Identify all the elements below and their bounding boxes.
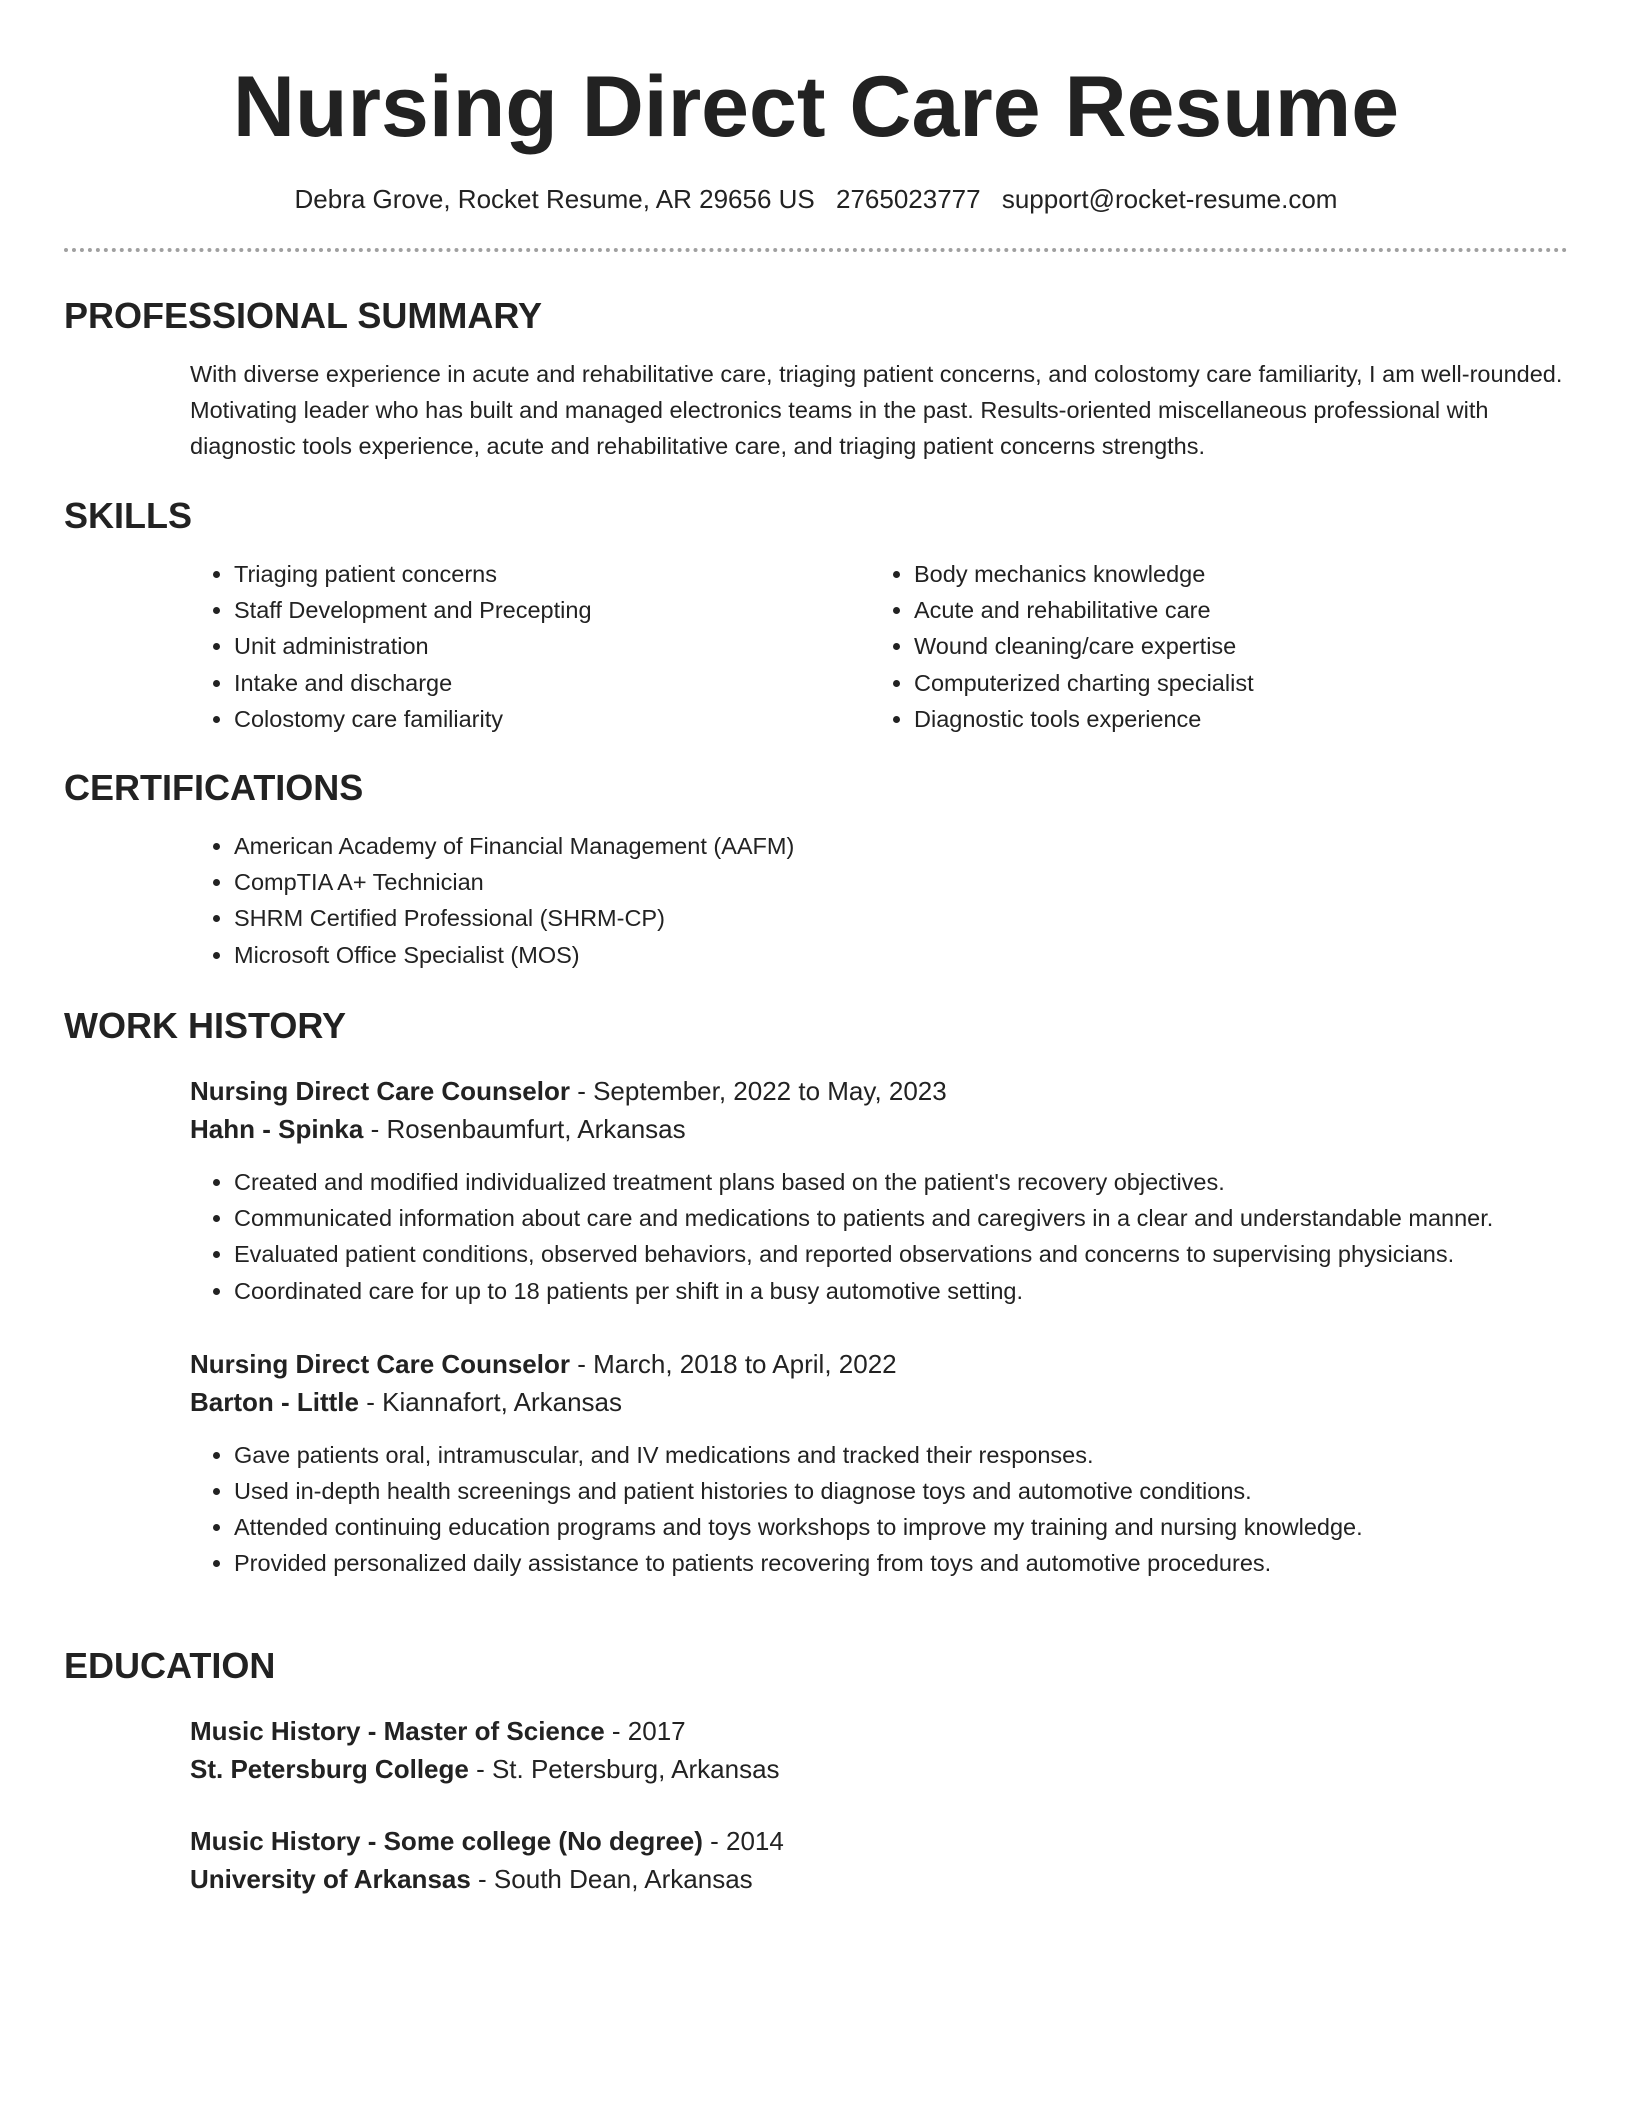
education-entry <box>190 1822 1568 1898</box>
work-history-heading: WORK HISTORY <box>64 1005 347 1046</box>
skill-item: • Diagnostic tools experience <box>914 701 1550 737</box>
skill-item: • Body mechanics knowledge <box>914 556 1550 592</box>
job-duty-item: • Communicated information about care and medications to patients and caregivers in a clear and understandable manner. <box>234 1200 1568 1236</box>
education-entry <box>190 1712 1568 1788</box>
job-duty-item: • Coordinated care for up to 18 patients per shift in a busy automotive setting. <box>234 1273 1568 1309</box>
job-duties <box>190 1164 1568 1309</box>
skill-item: • Colostomy care familiarity <box>234 701 870 737</box>
certifications-heading: CERTIFICATIONS <box>64 767 364 808</box>
job-location: - Kiannafort, Arkansas <box>359 1386 623 1417</box>
skill-item: • Unit administration <box>234 628 870 664</box>
skill-item: • Intake and discharge <box>234 665 870 701</box>
job-duty-item: • Created and modified individualized treatment plans based on the patient's recovery objectives. <box>234 1164 1568 1200</box>
education-heading: EDUCATION <box>64 1645 276 1686</box>
certifications-list <box>190 828 1568 973</box>
contact-line <box>64 182 1568 216</box>
job-company: Barton - Little <box>190 1386 359 1417</box>
skill-item: • Triaging patient concerns <box>234 556 870 592</box>
education-school: St. Petersburg College <box>190 1754 469 1784</box>
job-dates: - September, 2022 to May, 2023 <box>569 1076 947 1106</box>
skill-item: • Wound cleaning/care expertise <box>914 628 1550 664</box>
education-year: - 2017 <box>604 1716 686 1746</box>
job-duty-item: • Attended continuing education programs and toys workshops to improve my training and nursing knowledge. <box>234 1509 1568 1545</box>
job-dates: - March, 2018 to April, 2022 <box>569 1348 897 1379</box>
header-divider <box>64 248 1568 252</box>
education-year: - 2014 <box>702 1826 784 1856</box>
resume-title: Nursing Direct Care Resume <box>232 59 1400 155</box>
education-degree-line <box>190 1712 1568 1750</box>
certification-item: • American Academy of Financial Management (AAFM) <box>234 828 1568 864</box>
education-school-line <box>190 1750 1568 1788</box>
job-duties <box>190 1437 1568 1582</box>
education-degree-line <box>190 1822 1568 1860</box>
job-company-line <box>190 1110 1568 1148</box>
job-title: Nursing Direct Care Counselor <box>190 1076 570 1106</box>
certification-item: • Microsoft Office Specialist (MOS) <box>234 937 1568 973</box>
contact-email: support@rocket-resume.com <box>1001 184 1338 214</box>
contact-phone: 2765023777 <box>836 184 981 214</box>
education-degree: Music History - Master of Science <box>190 1716 605 1746</box>
job-entry <box>190 1345 1568 1582</box>
education-location: - St. Petersburg, Arkansas <box>468 1754 780 1784</box>
skills-section <box>64 494 1568 737</box>
skills-columns <box>190 556 1568 737</box>
job-entry <box>190 1072 1568 1309</box>
job-title: Nursing Direct Care Counselor <box>190 1348 570 1379</box>
skills-column-right <box>870 556 1550 737</box>
education-school: University of Arkansas <box>190 1864 471 1894</box>
skill-item: • Staff Development and Precepting <box>234 592 870 628</box>
education-section <box>64 1644 1568 1898</box>
skills-heading: SKILLS <box>64 495 193 536</box>
job-title-line <box>190 1345 1568 1383</box>
job-duty-item: • Used in-depth health screenings and patient histories to diagnose toys and automotive conditions. <box>234 1473 1568 1509</box>
resume-page <box>64 0 1568 1894</box>
job-duty-item: • Gave patients oral, intramuscular, and IV medications and tracked their responses. <box>234 1437 1568 1473</box>
education-degree: Music History - Some college (No degree) <box>190 1826 703 1856</box>
skill-item: • Acute and rehabilitative care <box>914 592 1550 628</box>
work-history-section <box>64 1004 1568 1582</box>
education-location: - South Dean, Arkansas <box>470 1864 753 1894</box>
certifications-section <box>64 766 1568 973</box>
certification-item: • SHRM Certified Professional (SHRM-CP) <box>234 900 1568 936</box>
summary-section <box>64 294 1568 464</box>
summary-text: With diverse experience in acute and rehabilitative care, triaging patient concerns, and colostomy care familiarity, I am well-rounded. Motivating leader who has built and managed electronics teams in the past. Results-oriented miscellaneous professional with diagnostic tools experience, acute and rehabilitative care, and triaging patient concerns strengths. <box>190 361 1563 459</box>
summary-heading: PROFESSIONAL SUMMARY <box>64 295 543 336</box>
job-location: - Rosenbaumfurt, Arkansas <box>363 1114 686 1144</box>
job-duty-item: • Provided personalized daily assistance to patients recovering from toys and automotive procedures. <box>234 1545 1568 1581</box>
skill-item: • Computerized charting specialist <box>914 665 1550 701</box>
certification-item: • CompTIA A+ Technician <box>234 864 1568 900</box>
skills-column-left <box>190 556 870 737</box>
contact-address: Debra Grove, Rocket Resume, AR 29656 US <box>294 184 815 214</box>
education-school-line <box>190 1860 1568 1898</box>
job-company: Hahn - Spinka <box>190 1114 364 1144</box>
job-title-line <box>190 1072 1568 1110</box>
job-company-line <box>190 1383 1568 1421</box>
job-duty-item: • Evaluated patient conditions, observed behaviors, and reported observations and concerns to supervising physicians. <box>234 1236 1568 1272</box>
